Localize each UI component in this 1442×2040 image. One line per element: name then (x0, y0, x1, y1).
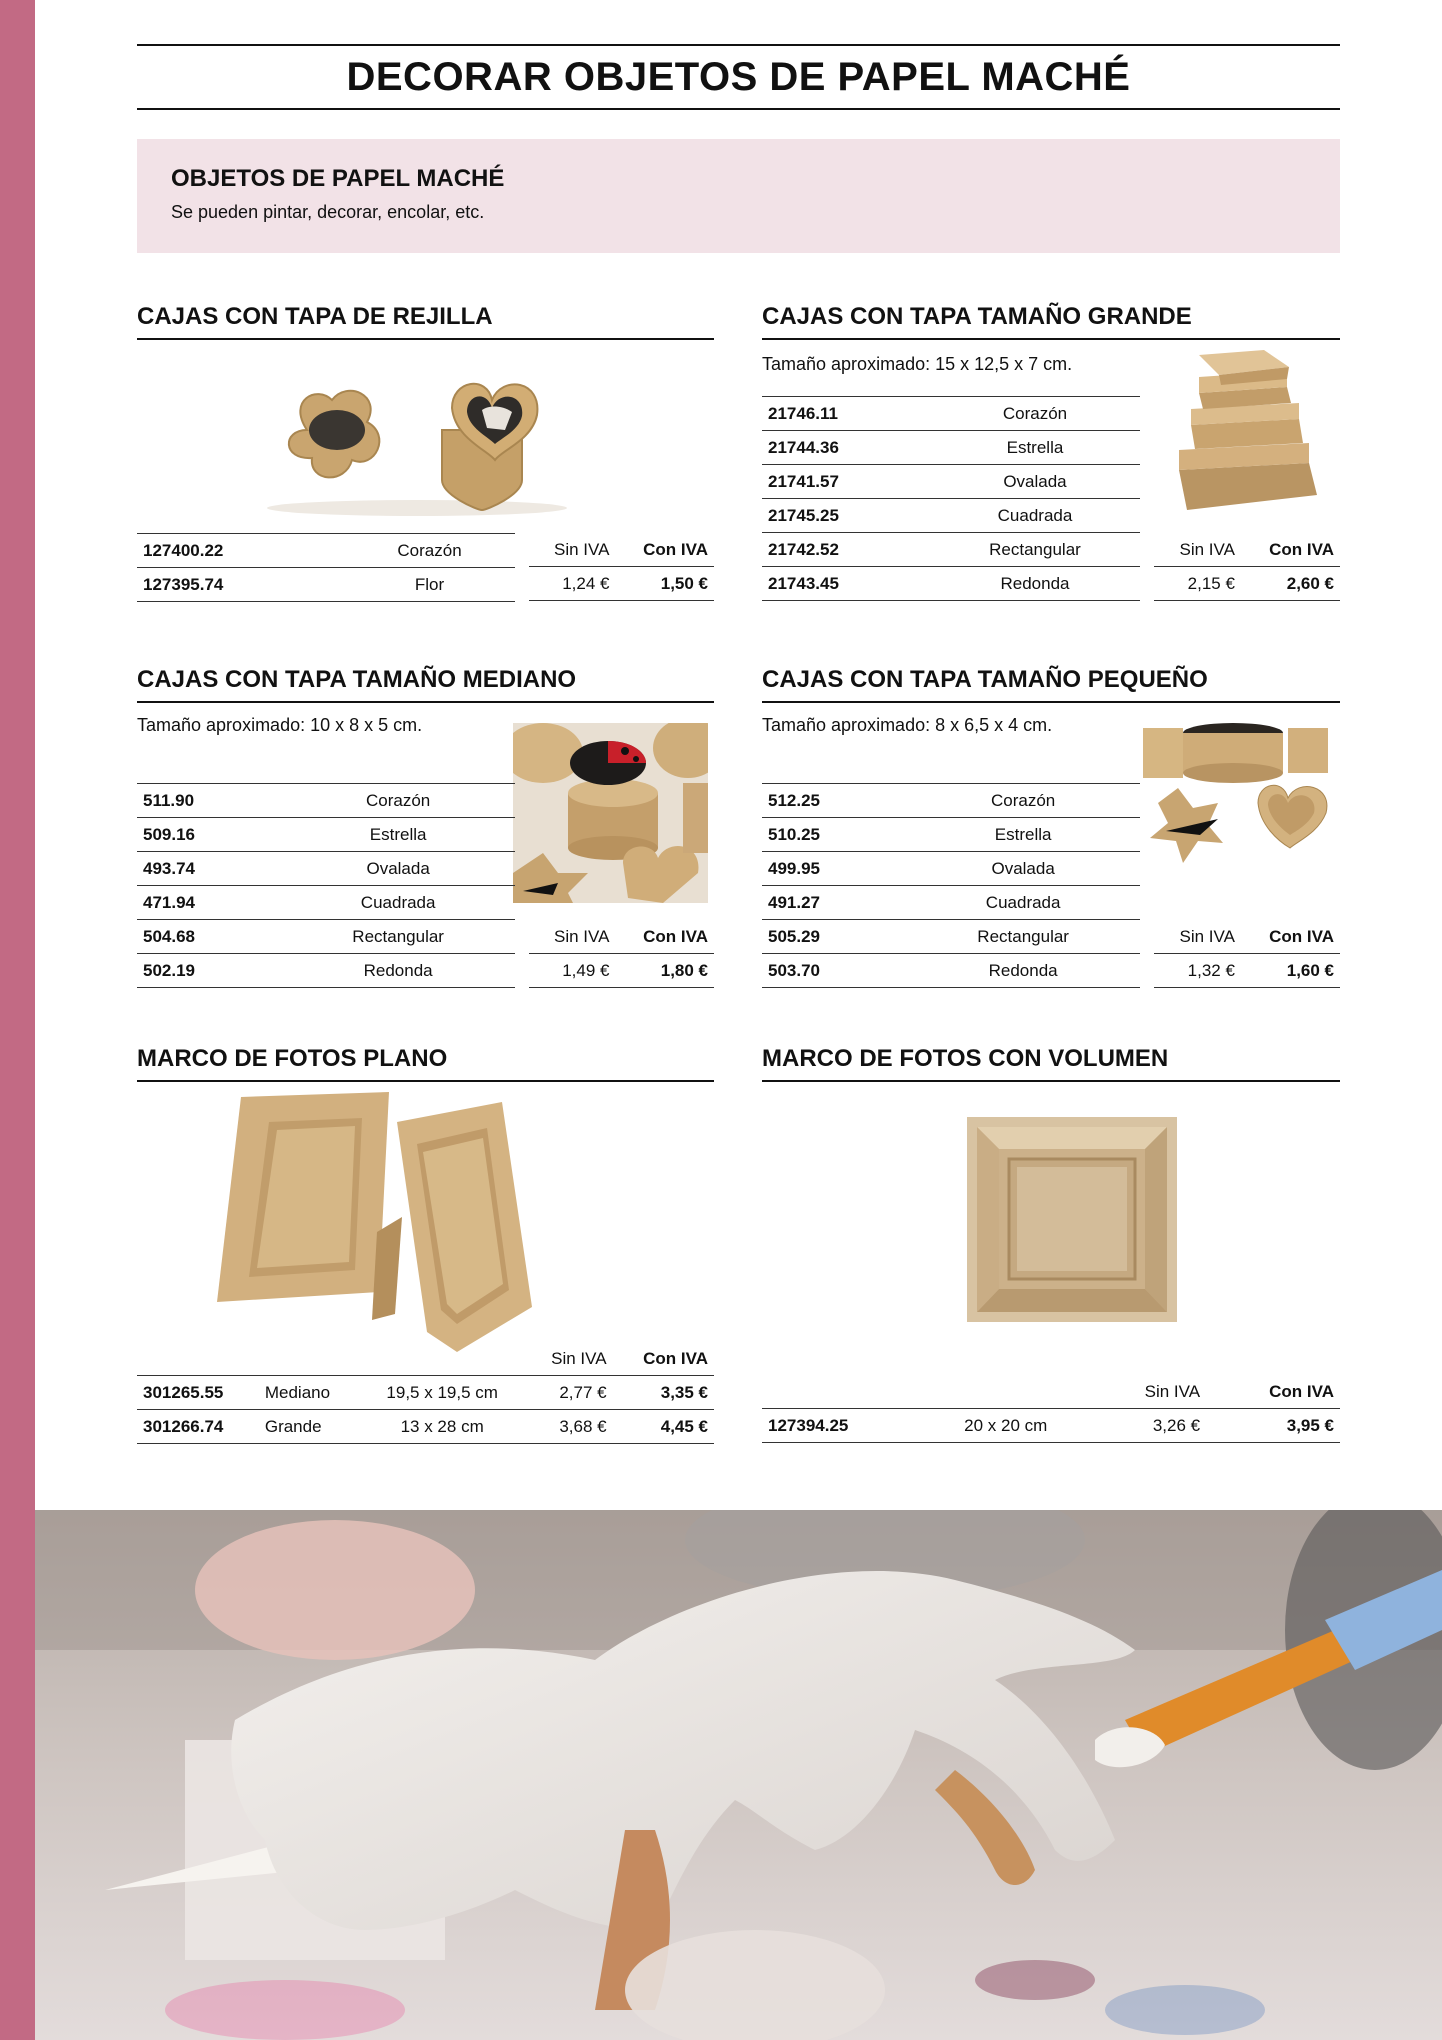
product-variant: Mediano (259, 1376, 361, 1410)
table-row (762, 533, 1140, 567)
flat-frames-photo (217, 1092, 557, 1362)
product-code: 21746.11 (762, 397, 930, 431)
product-name: Redonda (930, 567, 1140, 601)
product-table (762, 783, 1140, 988)
table-row (762, 431, 1140, 465)
product-code: 21745.25 (762, 499, 930, 533)
section-grande (762, 300, 1340, 605)
section-title: CAJAS CON TAPA TAMAÑO GRANDE (762, 300, 1340, 340)
product-code: 510.25 (762, 818, 906, 852)
price-table (529, 533, 714, 601)
price-table (529, 920, 714, 988)
product-name: Estrella (906, 818, 1140, 852)
sin-iva-header: Sin IVA (1144, 1381, 1201, 1401)
table-row (137, 1376, 714, 1410)
section-title: CAJAS CON TAPA DE REJILLA (137, 300, 714, 340)
product-name: Redonda (281, 954, 515, 988)
product-name: Rectangular (281, 920, 515, 954)
product-code: 21742.52 (762, 533, 930, 567)
sin-iva-header: Sin IVA (554, 926, 610, 946)
table-row (762, 818, 1140, 852)
small-boxes-photo (1138, 723, 1333, 868)
product-dims: 13 x 28 cm (361, 1410, 524, 1444)
intro-text: Se pueden pintar, decorar, encolar, etc. (171, 202, 485, 222)
product-code: 512.25 (762, 784, 906, 818)
con-iva-header: Con IVA (643, 1348, 708, 1368)
section-marco-volumen (762, 1042, 1340, 1452)
sin-iva-header: Sin IVA (1179, 926, 1235, 946)
size-note: Tamaño aproximado: 8 x 6,5 x 4 cm. (762, 715, 1053, 735)
product-name: Corazón (344, 534, 515, 568)
con-iva-header: Con IVA (1269, 539, 1334, 559)
table-row (762, 499, 1140, 533)
stacked-boxes-photo (1169, 345, 1334, 515)
product-table (137, 783, 515, 988)
price-sin-iva: 1,49 € (529, 954, 615, 988)
con-iva-header: Con IVA (1269, 1381, 1334, 1401)
table-row (762, 784, 1140, 818)
table-row (137, 784, 515, 818)
product-code: 127395.74 (137, 568, 344, 602)
product-code: 509.16 (137, 818, 281, 852)
product-code: 491.27 (762, 886, 906, 920)
boxes-mesh-photo (257, 360, 587, 520)
product-code: 21743.45 (762, 567, 930, 601)
product-code: 301266.74 (137, 1410, 259, 1444)
table-row (762, 852, 1140, 886)
product-name: Cuadrada (281, 886, 515, 920)
section-marco-plano (137, 1042, 714, 1452)
section-pequeno (762, 663, 1340, 993)
con-iva-header: Con IVA (1269, 926, 1334, 946)
price-table (762, 1375, 1340, 1443)
price-sin-iva: 2,15 € (1154, 567, 1241, 601)
con-iva-header: Con IVA (643, 926, 708, 946)
product-code: 505.29 (762, 920, 906, 954)
table-row (137, 568, 515, 602)
side-color-band (0, 0, 35, 2040)
section-title: MARCO DE FOTOS PLANO (137, 1042, 714, 1082)
table-row (762, 397, 1140, 431)
size-note: Tamaño aproximado: 10 x 8 x 5 cm. (137, 715, 423, 735)
product-name: Corazón (281, 784, 515, 818)
product-dims: 19,5 x 19,5 cm (361, 1376, 524, 1410)
product-name: Ovalada (281, 852, 515, 886)
product-name: Corazón (906, 784, 1140, 818)
table-row (137, 920, 515, 954)
price-sin-iva: 1,24 € (529, 567, 615, 601)
price-sin-iva: 1,32 € (1154, 954, 1241, 988)
table-row (137, 886, 515, 920)
table-row (762, 567, 1140, 601)
page-title: DECORAR OBJETOS DE PAPEL MACHÉ (137, 44, 1340, 110)
price-con-iva: 4,45 € (613, 1410, 714, 1444)
table-row (762, 920, 1140, 954)
price-table (1154, 533, 1340, 601)
product-code: 511.90 (137, 784, 281, 818)
product-code: 493.74 (137, 852, 281, 886)
section-title: MARCO DE FOTOS CON VOLUMEN (762, 1042, 1340, 1082)
product-name: Corazón (930, 397, 1140, 431)
price-sin-iva: 3,26 € (1089, 1409, 1206, 1443)
con-iva-header: Con IVA (643, 539, 708, 559)
price-con-iva: 1,60 € (1241, 954, 1340, 988)
product-dims: 20 x 20 cm (923, 1409, 1089, 1443)
product-code: 471.94 (137, 886, 281, 920)
product-code: 127400.22 (137, 534, 344, 568)
section-title: CAJAS CON TAPA TAMAÑO MEDIANO (137, 663, 714, 703)
product-name: Redonda (906, 954, 1140, 988)
table-row (762, 886, 1140, 920)
section-rejilla (137, 300, 714, 605)
product-table (762, 396, 1140, 601)
table-row (137, 954, 515, 988)
product-name: Rectangular (930, 533, 1140, 567)
price-con-iva: 3,35 € (613, 1376, 714, 1410)
volume-frame-photo (967, 1117, 1177, 1322)
unicorn-painting-photo (35, 1510, 1442, 2040)
price-con-iva: 1,50 € (615, 567, 714, 601)
sin-iva-header: Sin IVA (1179, 539, 1235, 559)
price-table (1154, 920, 1340, 988)
product-code: 503.70 (762, 954, 906, 988)
product-code: 21741.57 (762, 465, 930, 499)
product-code: 504.68 (137, 920, 281, 954)
product-code: 499.95 (762, 852, 906, 886)
table-row (137, 534, 515, 568)
table-row (137, 818, 515, 852)
table-row (137, 852, 515, 886)
sin-iva-header: Sin IVA (554, 539, 610, 559)
product-name: Rectangular (906, 920, 1140, 954)
table-row (137, 1410, 714, 1444)
size-note: Tamaño aproximado: 15 x 12,5 x 7 cm. (762, 354, 1073, 374)
sin-iva-header: Sin IVA (551, 1348, 607, 1368)
price-con-iva: 2,60 € (1241, 567, 1340, 601)
product-name: Estrella (281, 818, 515, 852)
ladybug-boxes-photo (513, 723, 708, 903)
product-variant: Grande (259, 1410, 361, 1444)
section-title: CAJAS CON TAPA TAMAÑO PEQUEÑO (762, 663, 1340, 703)
section-mediano (137, 663, 714, 993)
table-row (762, 954, 1140, 988)
intro-title: OBJETOS DE PAPEL MACHÉ (171, 165, 505, 192)
price-sin-iva: 3,68 € (524, 1410, 613, 1444)
table-row (762, 465, 1140, 499)
price-table (137, 1342, 714, 1444)
product-code: 127394.25 (762, 1409, 923, 1443)
product-code: 502.19 (137, 954, 281, 988)
price-con-iva: 3,95 € (1206, 1409, 1340, 1443)
product-code: 21744.36 (762, 431, 930, 465)
product-name: Estrella (930, 431, 1140, 465)
product-table (137, 533, 515, 602)
price-sin-iva: 2,77 € (524, 1376, 613, 1410)
product-name: Ovalada (930, 465, 1140, 499)
product-name: Cuadrada (906, 886, 1140, 920)
product-name: Flor (344, 568, 515, 602)
intro-box (137, 139, 1340, 253)
table-row (762, 1409, 1340, 1443)
price-con-iva: 1,80 € (615, 954, 714, 988)
product-name: Cuadrada (930, 499, 1140, 533)
product-name: Ovalada (906, 852, 1140, 886)
product-code: 301265.55 (137, 1376, 259, 1410)
